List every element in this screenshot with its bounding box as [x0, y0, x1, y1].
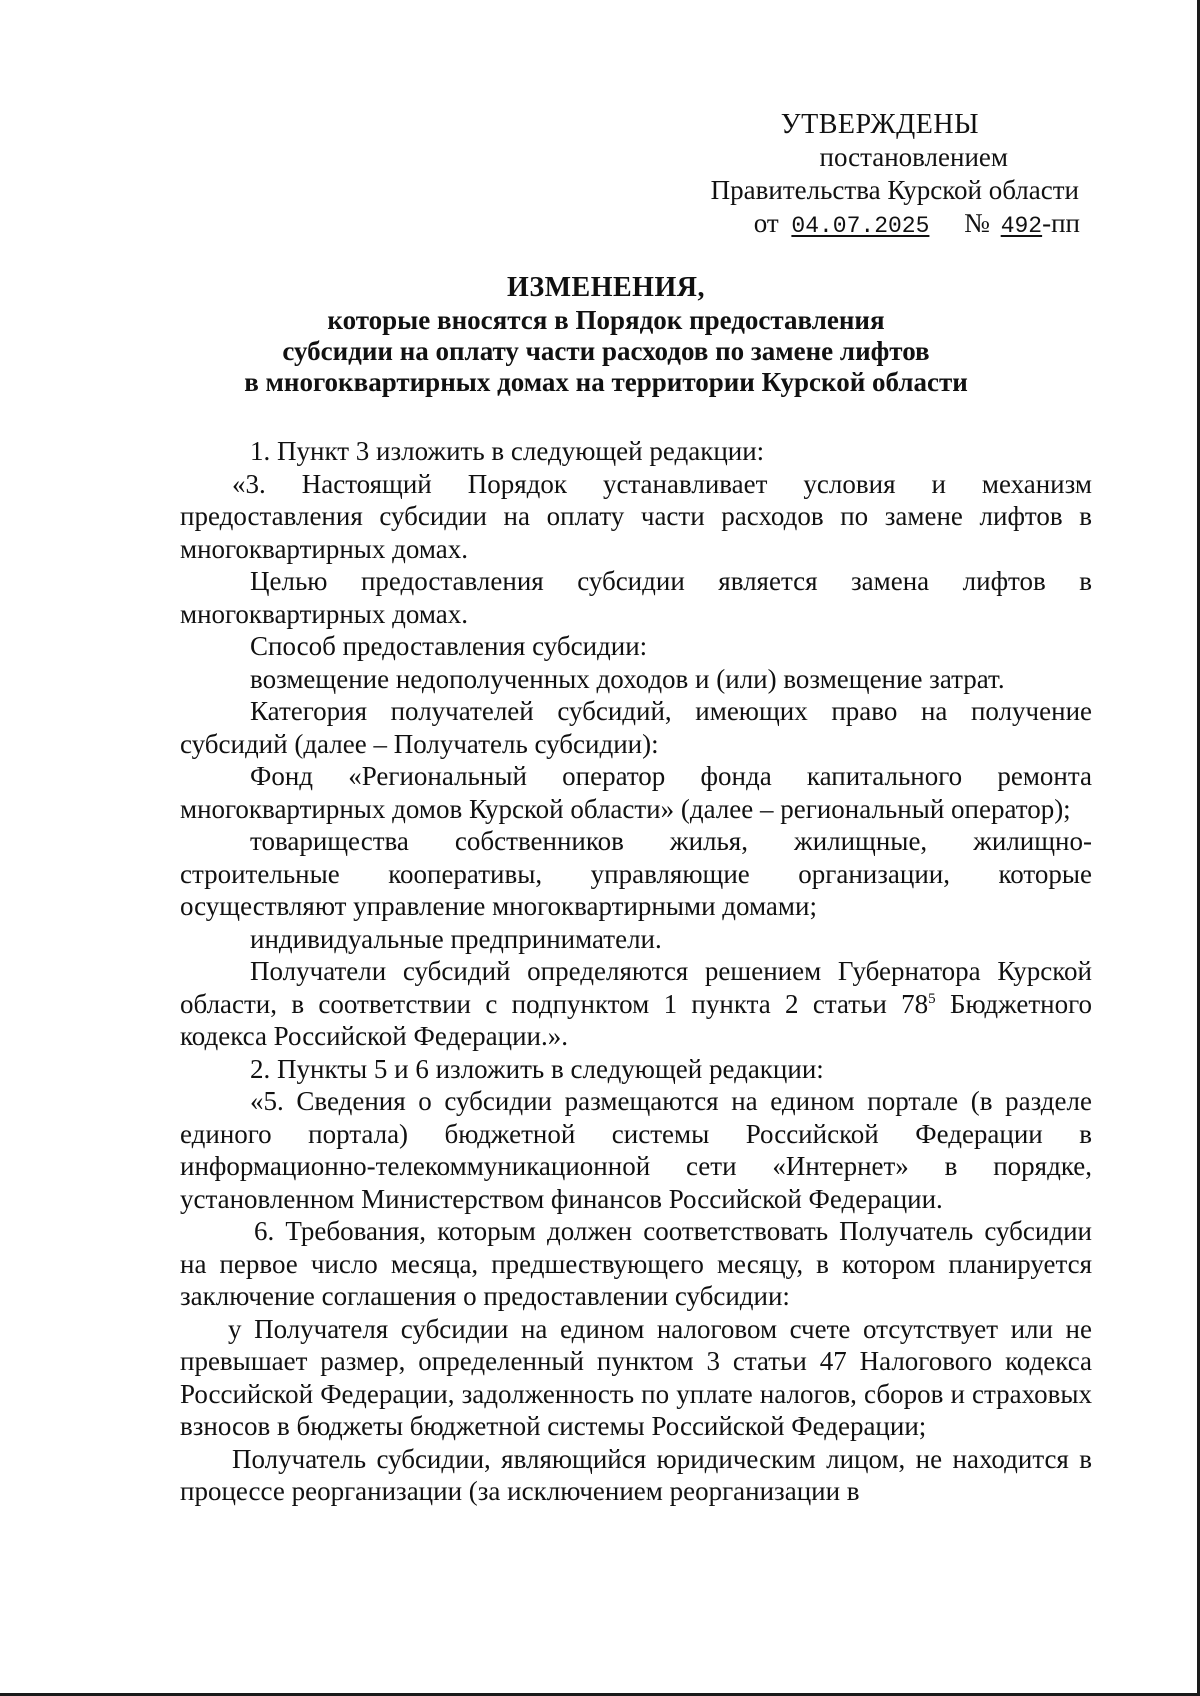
decree-number: 492: [1000, 213, 1043, 239]
by-decree-label: постановлением: [819, 142, 1008, 172]
superscript: 5: [928, 990, 936, 1007]
document-body: [180, 435, 1092, 1508]
paragraph: Целью предоставления субсидии является замена лифтов в многоквартирных домах.: [180, 566, 1092, 629]
approved-label: УТВЕРЖДЕНЫ: [780, 109, 979, 140]
paragraph: 6. Требования, которым должен соответствовать Получатель субсидии на первое число месяца, предшествующего месяцу, в котором планируется заключение соглашения о предоставлении субсидии:: [180, 1216, 1092, 1311]
paragraph: 1. Пункт 3 изложить в следующей редакции:: [250, 436, 765, 466]
date-prefix: от: [753, 208, 779, 238]
government-label: Правительства Курской области: [710, 175, 1079, 205]
subtitle-line: которые вносятся в Порядок предоставления: [327, 305, 885, 335]
paragraph: Способ предоставления субсидии:: [250, 631, 648, 661]
paragraph: товарищества собственников жилья, жилищные, жилищно-строительные кооперативы, управляющие организации, которые осуществляют управление многоквартирными домами;: [180, 826, 1092, 921]
subtitle-line: в многоквартирных домах на территории Курской области: [244, 367, 968, 397]
paragraph: «5. Сведения о субсидии размещаются на едином портале (в разделе единого портала) бюджетной системы Российской Федерации в информационно-телекоммуникационной сети «Интернет» в порядке, установленном Министерством финансов Российской Федерации.: [180, 1086, 1092, 1214]
decree-date: 04.07.2025: [791, 213, 930, 239]
paragraph: Категория получателей субсидий, имеющих право на получение субсидий (далее – Получатель субсидии):: [180, 696, 1092, 759]
paragraph-with-superscript: [180, 955, 1092, 1053]
paragraph-text: Получатели субсидий определяются решением Губернатора Курской области, в соответствии с подпунктом 1 пункта 2 статьи 78: [180, 956, 1092, 1019]
paragraph: Получатель субсидии, являющийся юридическим лицом, не находится в процессе реорганизации (за исключением реорганизации в: [180, 1443, 1092, 1506]
number-prefix: №: [964, 208, 990, 238]
document-header: [180, 272, 1032, 398]
approval-stamp: [580, 108, 1080, 243]
paragraph: индивидуальные предприниматели.: [250, 923, 662, 954]
number-suffix: -пп: [1042, 208, 1080, 238]
paragraph: 2. Пункты 5 и 6 изложить в следующей редакции:: [250, 1053, 824, 1084]
decree-date-line: [580, 207, 1080, 243]
paragraph: Фонд «Региональный оператор фонда капитального ремонта многоквартирных домов Курской области» (далее – региональный оператор);: [180, 761, 1092, 824]
subtitle-line: субсидии на оплату части расходов по замене лифтов: [282, 336, 930, 366]
paragraph: «3. Настоящий Порядок устанавливает условия и механизм предоставления субсидии на оплату части расходов по замене лифтов в многоквартирных домах.: [180, 468, 1092, 564]
document-title: ИЗМЕНЕНИЯ,: [507, 272, 705, 303]
paragraph: у Получателя субсидии на едином налоговом счете отсутствует или не превышает размер, определенный пунктом 3 статьи 47 Налогового кодекса Российской Федерации, задолженность по уплате налогов, сборов и страховых взносов в бюджеты бюджетной системы Российской Федерации;: [180, 1313, 1092, 1441]
paragraph-text: Бюджетного кодекса Российской Федерации.».: [180, 988, 1092, 1051]
paragraph: возмещение недополученных доходов и (или) возмещение затрат.: [250, 663, 1005, 694]
